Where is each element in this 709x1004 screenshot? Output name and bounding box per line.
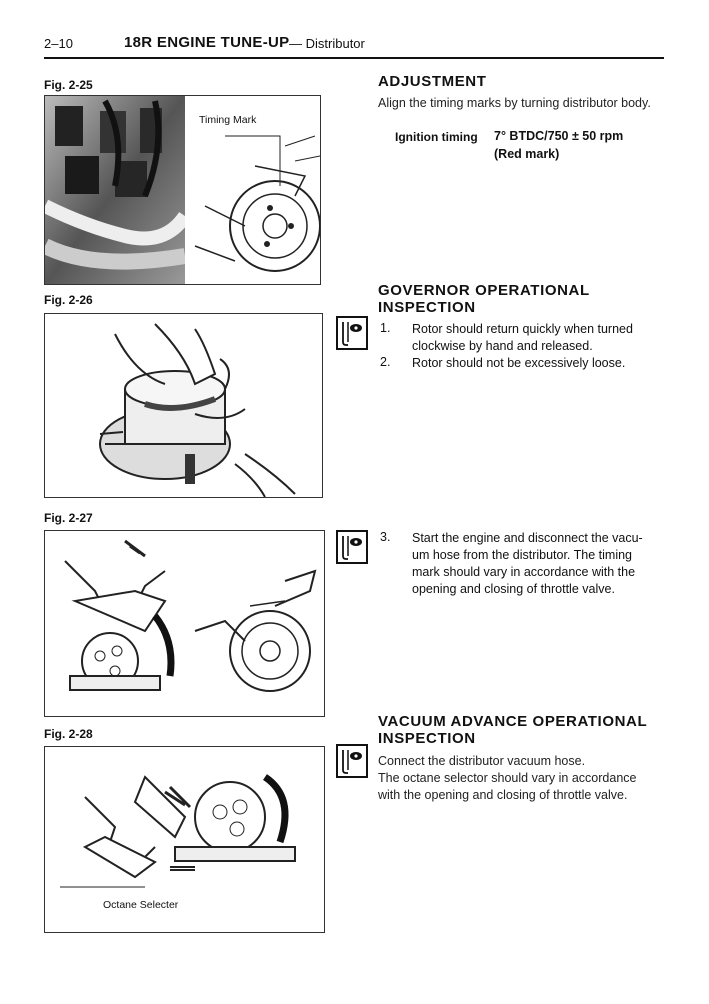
header-rule [44,57,664,59]
header-subtitle [289,36,365,51]
adjustment-body: Align the timing marks by turning distributor body. [378,96,651,110]
figure-2-27 [44,530,325,717]
governor-heading-line1: GOVERNOR OPERATIONAL [378,282,590,299]
figure-caption-2-27: Fig. 2-27 [44,511,93,525]
vacuum-line1: Connect the distributor vacuum hose. [378,754,586,768]
item-3-line4: opening and closing of throttle valve. [412,582,615,596]
item-number-2: 2. [380,355,391,369]
item-text-3 [412,530,656,598]
figure-caption-2-26: Fig. 2-26 [44,293,93,307]
item-1-line1: Rotor should return quickly when turned [412,322,633,336]
ignition-timing-value: 7° BTDC/750 ± 50 rpm [494,129,624,143]
timing-mark-label: Timing Mark [199,114,257,126]
item-number-1: 1. [380,321,391,335]
item-1-line2: clockwise by hand and released. [412,339,593,353]
header-separator: — [289,36,302,51]
vacuum-heading-line2: INSPECTION [378,730,476,747]
vacuum-line3: with the opening and closing of throttle valve. [378,788,628,802]
governor-heading-line2: INSPECTION [378,299,476,316]
item-text-1 [412,321,656,355]
header-title: 18R ENGINE TUNE-UP [124,34,290,51]
rotor-turn-illustration [45,314,322,497]
item-number-3: 3. [380,530,391,544]
vacuum-line2: The octane selector should vary in accordance [378,771,637,785]
figure-caption-2-28: Fig. 2-28 [44,727,93,741]
timing-check-illustration [45,531,324,716]
item-3-line1: Start the engine and disconnect the vacu- [412,531,643,545]
octane-selecter-label: Octane Selecter [103,899,179,911]
header-subtitle-text: Distributor [305,36,365,51]
ignition-timing-note: (Red mark) [494,147,560,161]
figure-caption-2-25: Fig. 2-25 [44,78,93,92]
vacuum-heading [378,713,647,747]
timing-mark-illustration [45,96,320,284]
inspection-icon [336,744,368,778]
inspection-icon [336,530,368,564]
figure-2-28 [44,746,325,933]
item-3-line2: um hose from the distributor. The timing [412,548,633,562]
adjustment-heading: ADJUSTMENT [378,73,487,90]
vacuum-heading-line1: VACUUM ADVANCE OPERATIONAL [378,713,648,730]
figure-2-26 [44,313,323,498]
ignition-timing-label: Ignition timing [395,130,478,144]
item-3-line3: mark should vary in accordance with the [412,565,636,579]
page-number: 2–10 [44,36,73,51]
inspection-icon [336,316,368,350]
figure-2-25 [44,95,321,285]
governor-heading [378,282,590,316]
item-text-2: Rotor should not be excessively loose. [412,356,626,370]
octane-selector-illustration [45,747,324,932]
vacuum-body [378,753,658,804]
